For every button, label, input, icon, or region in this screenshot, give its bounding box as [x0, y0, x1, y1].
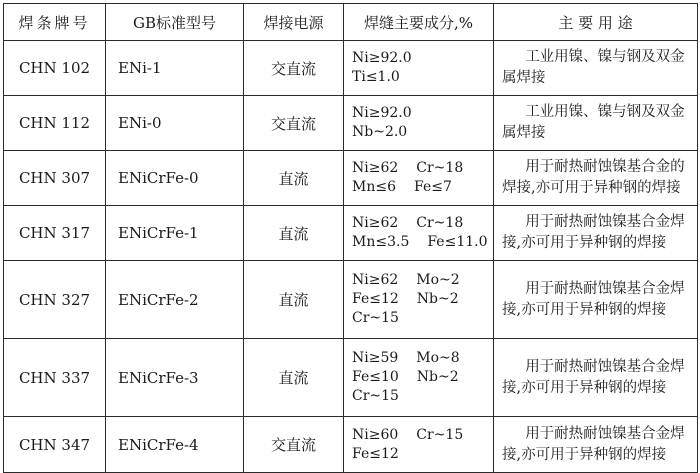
cell-grade: CHN 347	[4, 417, 106, 473]
composition-value: Ni≥62	[352, 215, 399, 231]
header-composition: 焊缝主要成分,%	[344, 4, 494, 41]
table-row	[4, 206, 698, 261]
composition-value: Nb~2	[416, 369, 459, 385]
composition-value: Fe≤10	[352, 369, 399, 385]
composition-line	[352, 271, 493, 290]
composition-value: Cr~18	[416, 160, 464, 176]
cell-usage: 用于耐热耐蚀镍基合金的焊接,亦可用于异种钢的焊接	[494, 151, 698, 206]
table-row	[4, 41, 698, 96]
composition-line	[352, 309, 493, 328]
header-grade: 焊条牌号	[4, 4, 106, 41]
cell-power: 交直流	[244, 417, 344, 473]
composition-value: Nb~2	[416, 291, 459, 307]
composition-line	[352, 387, 493, 406]
composition-value: Mo~2	[416, 272, 460, 288]
cell-grade: CHN 307	[4, 151, 106, 206]
composition-value: Fe≤12	[352, 291, 399, 307]
header-power: 焊接电源	[244, 4, 344, 41]
cell-grade: CHN 317	[4, 206, 106, 261]
cell-gb-model: ENi-0	[106, 96, 244, 151]
composition-value: Fe≤7	[414, 179, 452, 195]
electrode-spec-table	[3, 3, 698, 473]
header-gb-model: GB标准型号	[106, 4, 244, 41]
header-row	[4, 4, 698, 41]
cell-power: 交直流	[244, 96, 344, 151]
header-usage: 主 要 用 途	[494, 4, 698, 41]
cell-composition	[344, 96, 494, 151]
cell-power: 直流	[244, 206, 344, 261]
cell-usage: 用于耐热耐蚀镍基合金焊接,亦可用于异种钢的焊接	[494, 261, 698, 339]
cell-usage: 工业用镍、镍与钢及双金属焊接	[494, 96, 698, 151]
composition-line	[352, 349, 493, 368]
composition-line	[352, 233, 493, 252]
cell-usage: 用于耐热耐蚀镍基合金焊接,亦可用于异种钢的焊接	[494, 417, 698, 473]
composition-value: Mn≤6	[352, 179, 396, 195]
cell-gb-model: ENiCrFe-3	[106, 339, 244, 417]
cell-gb-model: ENiCrFe-1	[106, 206, 244, 261]
composition-value: Ni≥92.0	[352, 105, 412, 121]
cell-gb-model: ENiCrFe-4	[106, 417, 244, 473]
composition-value: Mo~8	[416, 350, 460, 366]
composition-value: Ti≤1.0	[352, 69, 400, 85]
cell-composition	[344, 417, 494, 473]
cell-usage: 用于耐热耐蚀镍基合金焊接,亦可用于异种钢的焊接	[494, 206, 698, 261]
composition-line	[352, 445, 493, 464]
composition-value: Ni≥60	[352, 426, 399, 443]
cell-gb-model: ENi-1	[106, 41, 244, 96]
composition-line	[352, 426, 493, 445]
cell-grade: CHN 112	[4, 96, 106, 151]
table-row	[4, 151, 698, 206]
composition-value: Fe≤12	[352, 445, 399, 462]
cell-grade: CHN 337	[4, 339, 106, 417]
composition-value: Cr~15	[352, 388, 399, 404]
cell-power: 直流	[244, 339, 344, 417]
composition-value: Nb~2.0	[352, 124, 408, 140]
composition-line	[352, 104, 493, 123]
composition-value: Cr~15	[352, 310, 399, 326]
table-row	[4, 339, 698, 417]
composition-value: Cr~18	[416, 215, 464, 231]
composition-line	[352, 49, 493, 68]
cell-composition	[344, 206, 494, 261]
composition-value: Fe≤11.0	[427, 234, 488, 250]
composition-line	[352, 290, 493, 309]
cell-power: 直流	[244, 261, 344, 339]
table-row	[4, 417, 698, 473]
composition-value: Cr~15	[416, 426, 464, 443]
cell-grade: CHN 327	[4, 261, 106, 339]
composition-line	[352, 68, 493, 87]
composition-line	[352, 159, 493, 178]
composition-value: Ni≥92.0	[352, 50, 412, 66]
cell-power: 直流	[244, 151, 344, 206]
composition-value: Mn≤3.5	[352, 234, 410, 250]
cell-composition	[344, 151, 494, 206]
cell-composition	[344, 261, 494, 339]
cell-power: 交直流	[244, 41, 344, 96]
cell-gb-model: ENiCrFe-0	[106, 151, 244, 206]
cell-usage: 用于耐热耐蚀镍基合金焊接,亦可用于异种钢的焊接	[494, 339, 698, 417]
composition-value: Ni≥59	[352, 350, 399, 366]
composition-value: Ni≥62	[352, 272, 399, 288]
cell-composition	[344, 41, 494, 96]
cell-composition	[344, 339, 494, 417]
composition-line	[352, 214, 493, 233]
cell-usage: 工业用镍、镍与钢及双金属焊接	[494, 41, 698, 96]
cell-grade: CHN 102	[4, 41, 106, 96]
table-row	[4, 261, 698, 339]
composition-line	[352, 123, 493, 142]
composition-line	[352, 368, 493, 387]
composition-line	[352, 178, 493, 197]
composition-value: Ni≥62	[352, 160, 399, 176]
table-row	[4, 96, 698, 151]
cell-gb-model: ENiCrFe-2	[106, 261, 244, 339]
